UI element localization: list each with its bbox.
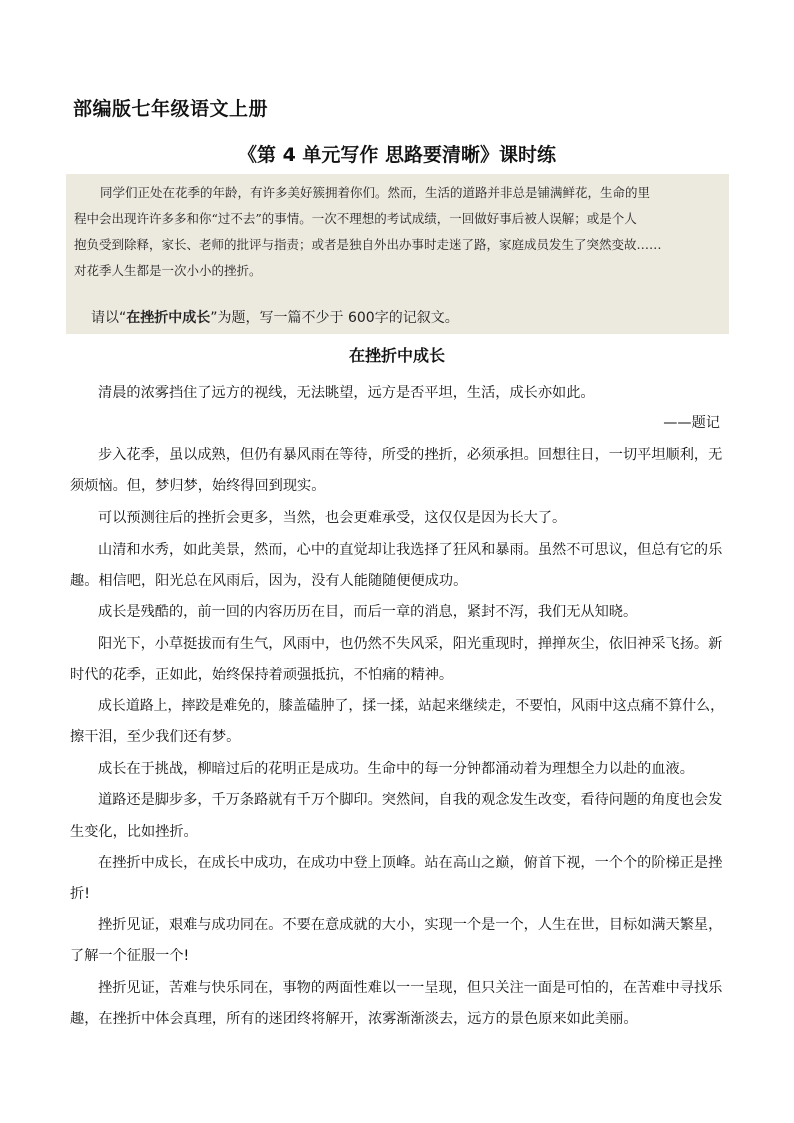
essay-line: 趣，在挫折中体会真理，所有的迷团终将解开，浓雾渐渐淡去，远方的景色原来如此美丽。 [70,1011,638,1027]
essay-line: 擦干泪，至少我们还有梦。 [70,729,241,745]
essay-title: 在挫折中成长 [348,346,445,365]
prompt-line: 对花季人生都是一次小小的挫折。 [74,263,262,278]
essay-line: 了解一个征服一个! [70,948,190,964]
essay-line: 生变化，比如挫折。 [70,824,198,840]
prompt-line: 同学们正处在花季的年龄，有许多美好簇拥着你们。然而，生活的道路并非总是铺满鲜花，生命的里 [100,185,651,200]
essay-line: 阳光下，小草挺拔而有生气，风雨中，也仍然不失风采，阳光重现时，掸掸灰尘，依旧神采飞扬。新 [98,636,723,652]
essay-line: 成长是残酷的，前一回的内容历历在目，而后一章的消息，紧封不泻，我们无从知晓。 [98,604,638,620]
epigraph-signature: ——题记 [663,415,720,431]
prompt-line: 抱负受到除释，家长、老师的批评与指责；或者是独自外出办事时走迷了路，家庭成员发生了突然变故…… [74,237,662,252]
essay-line: 成长在于挑战，柳暗过后的花明正是成功。生命中的每一分钟都涌动着为理想全力以赴的血液。 [98,761,694,777]
essay-line: 可以预测往后的挫折会更多，当然，也会更难承受，这仅仅是因为长大了。 [98,510,567,526]
prompt-ask-prefix: 请以“ [91,310,127,326]
prompt-description [74,180,724,284]
epigraph: 清晨的浓雾挡住了远方的视线，无法眺望，远方是否平坦，生活，成长亦如此。 [98,385,595,401]
essay-line: 须烦恼。但，梦归梦，始终得回到现实。 [70,478,326,494]
essay-line: 挫折见证，苦难与快乐同在，事物的两面性难以一一呈现，但只关注一面是可怕的，在苦难中寻找乐 [98,980,723,996]
prompt-line: 程中会出现许许多多和你“过不去”的事情。一次不理想的考试成绩，一回做好事后被人误解；或是个人 [74,211,637,226]
essay-line: 趣。相信吧，阳光总在风雨后，因为，没有人能随随便便成功。 [70,573,468,589]
essay-line: 在挫折中成长，在成长中成功，在成功中登上顶峰。站在高山之巅，俯首下视，一个个的阶梯正是挫 [98,855,723,871]
prompt-ask-suffix: ”为题，写一篇不少于 600字的记叙文。 [210,310,459,326]
essay-line: 时代的花季，正如此，始终保持着顽强抵抗，不怕痛的精神。 [70,667,454,683]
writing-prompt-box [66,174,729,334]
essay-line: 成长道路上，摔跤是难免的，膝盖磕肿了，揉一揉，站起来继续走，不要怕，风雨中这点痛不算什么， [98,698,725,714]
prompt-topic: 在挫折中成长 [126,310,211,326]
lesson-title: 《第 4 单元写作 思路要清晰》课时练 [237,144,557,166]
prompt-instruction [91,307,459,327]
essay-line: 道路还是脚步多，千万条路就有千万个脚印。突然间，自我的观念发生改变，看待问题的角度也会发 [98,792,723,808]
essay-line: 步入花季，虽以成熟，但仍有暴风雨在等待，所受的挫折，必须承担。回想往日，一切平坦顺利，无 [98,447,723,463]
essay-line: 挫折见证，艰难与成功同在。不要在意成就的大小，实现一个是一个，人生在世，目标如满天繁星， [98,917,723,933]
essay-line: 折! [70,886,90,902]
textbook-header: 部编版七年级语文上册 [73,98,269,120]
essay-line: 山清和水秀，如此美景，然而，心中的直觉却让我选择了狂风和暴雨。虽然不可思议，但总有它的乐 [98,542,723,558]
